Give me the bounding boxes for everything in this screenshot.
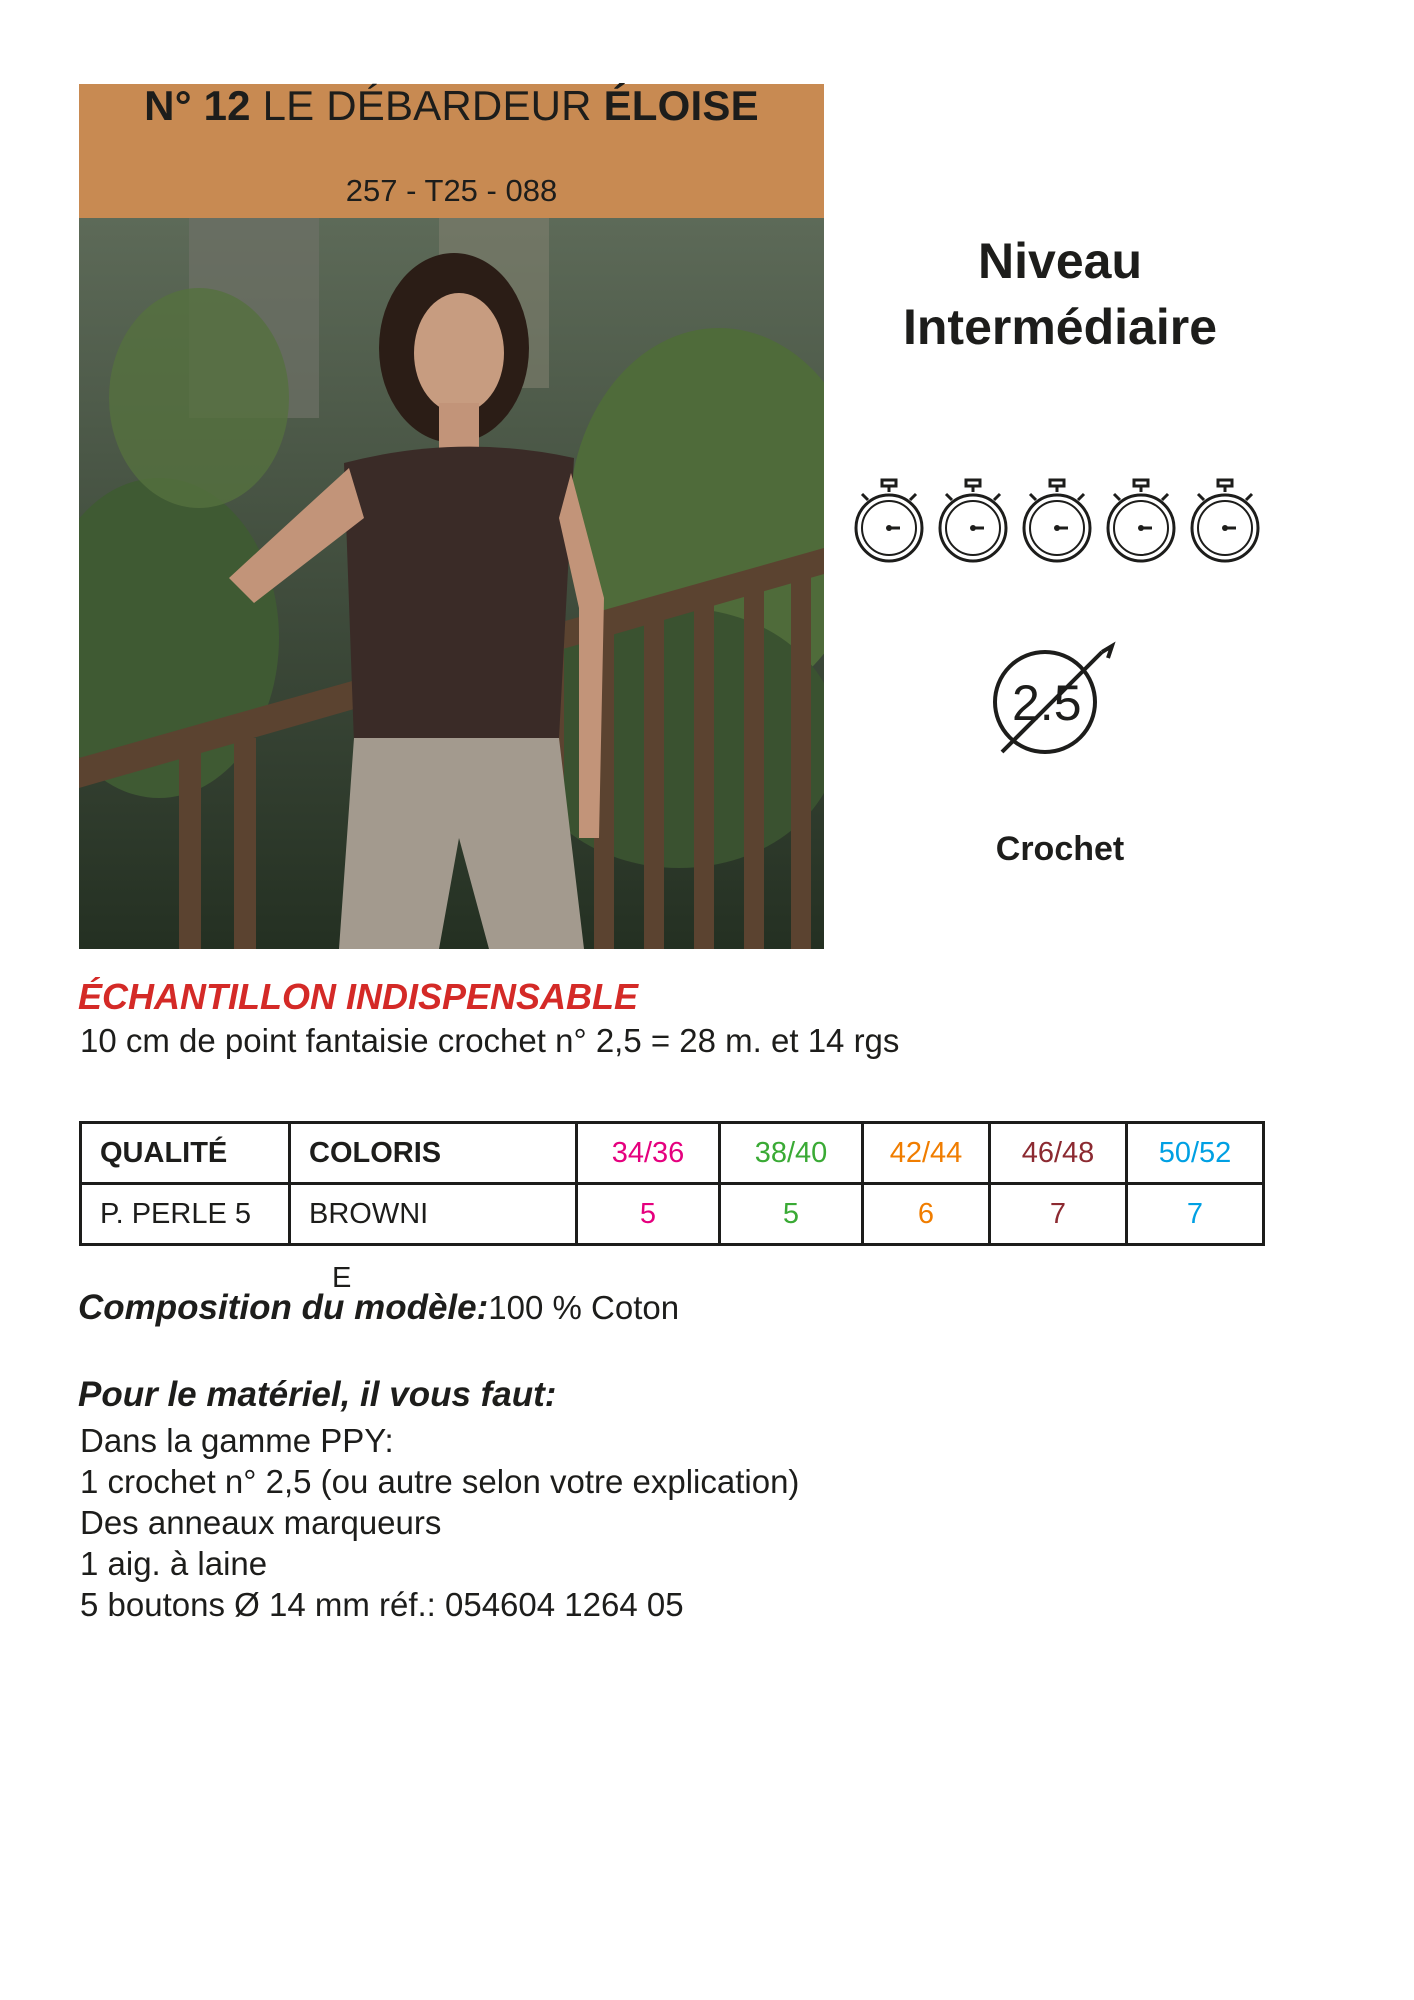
composition-value: 100 % Coton (488, 1289, 680, 1326)
pattern-number: N° 12 (144, 82, 251, 129)
yarn-color-cell: BROWNI (290, 1184, 577, 1245)
difficulty-level (860, 228, 1260, 360)
composition-label: Composition du modèle: (78, 1288, 489, 1327)
color-name-overflow: E (332, 1262, 352, 1294)
size-header: 50/52 (1127, 1123, 1264, 1184)
level-line-1: Niveau (978, 233, 1142, 289)
material-title: Pour le matériel, il vous faut: (78, 1375, 557, 1414)
level-line-2: Intermédiaire (902, 299, 1217, 355)
qty-cell: 5 (577, 1184, 720, 1245)
list-item: Des anneaux marqueurs (80, 1504, 442, 1541)
stopwatch-icon (934, 478, 1012, 564)
pattern-reference: 257 - T25 - 088 (345, 173, 558, 208)
yarn-table (79, 1121, 1265, 1246)
qty-cell: 7 (990, 1184, 1127, 1245)
size-header: 34/36 (577, 1123, 720, 1184)
qty-cell: 5 (720, 1184, 863, 1245)
list-item: 1 crochet n° 2,5 (ou autre selon votre explication) (80, 1463, 800, 1500)
material-list (80, 1420, 799, 1625)
stopwatch-icon (1186, 478, 1264, 564)
stopwatch-icon (850, 478, 928, 564)
header-band (79, 84, 824, 218)
hook-size-label: 2.5 (1012, 675, 1082, 731)
yarn-quality-cell: P. PERLE 5 (81, 1184, 290, 1245)
crochet-hook-icon (990, 640, 1120, 760)
col-quality-header: QUALITÉ (81, 1123, 290, 1184)
table-row (81, 1184, 1264, 1245)
size-header: 46/48 (990, 1123, 1127, 1184)
gauge-text: 10 cm de point fantaisie crochet n° 2,5 = 28 m. et 14 rgs (80, 1022, 900, 1059)
size-header: 42/44 (863, 1123, 990, 1184)
table-header-row (81, 1123, 1264, 1184)
time-rating (850, 478, 1270, 568)
model-photo-illustration (79, 218, 824, 949)
composition (78, 1288, 679, 1328)
size-header: 38/40 (720, 1123, 863, 1184)
qty-cell: 6 (863, 1184, 990, 1245)
pattern-title-bold: ÉLOISE (603, 82, 759, 129)
model-photo (79, 218, 824, 949)
col-color-header: COLORIS (290, 1123, 577, 1184)
list-item: Dans la gamme PPY: (80, 1422, 394, 1459)
stopwatch-icon (1018, 478, 1096, 564)
pattern-title (79, 84, 824, 128)
technique-label: Crochet (995, 830, 1125, 868)
stopwatch-icon (1102, 478, 1180, 564)
qty-cell: 7 (1127, 1184, 1264, 1245)
list-item: 1 aig. à laine (80, 1545, 268, 1582)
pattern-title-light: LE DÉBARDEUR (262, 82, 592, 129)
gauge-title: ÉCHANTILLON INDISPENSABLE (78, 976, 639, 1017)
list-item: 5 boutons Ø 14 mm réf.: 054604 1264 05 (80, 1586, 684, 1623)
